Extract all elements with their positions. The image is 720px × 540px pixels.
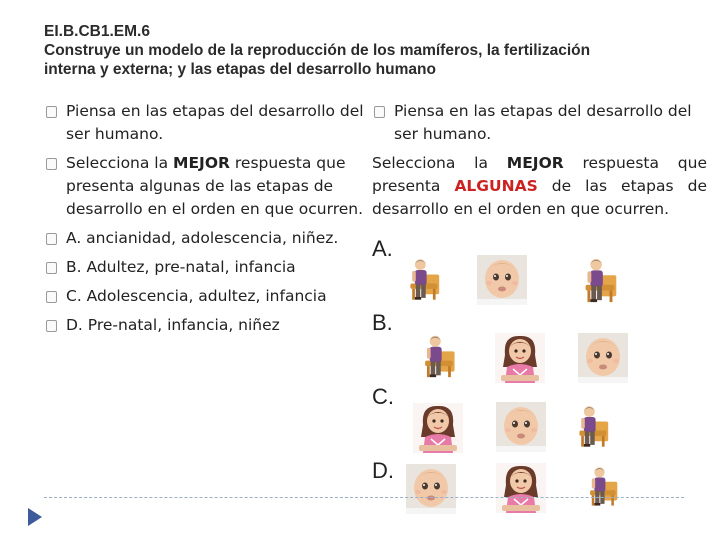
title-line-3: interna y externa; y las etapas del desarrollo humano <box>44 61 436 78</box>
picture-option-c-label: C. <box>372 384 394 409</box>
baby-image[interactable] <box>492 402 550 452</box>
picture-option-b-label: B. <box>372 310 393 335</box>
option-b[interactable]: B. Adultez, pre-natal, infancia <box>44 256 364 279</box>
bullet-box-icon <box>374 106 385 118</box>
baby-image[interactable] <box>403 464 459 514</box>
right-bullet-instruction: Piensa en las etapas del desarrollo del ser humano. <box>372 100 707 146</box>
bullet-box-icon <box>46 233 57 245</box>
bullet-box-icon <box>46 158 57 170</box>
right-select-instruction: Selecciona la MEJOR respuesta que presenta ALGUNAS de las etapas de desarrollo en el orden en que ocurren. <box>372 154 707 218</box>
baby-image[interactable] <box>473 255 531 305</box>
bullet-box-icon <box>46 291 57 303</box>
girl-image[interactable] <box>412 403 464 453</box>
elderly-woman-image[interactable] <box>575 256 623 304</box>
left-column <box>44 100 364 343</box>
bullet-box-icon <box>46 320 57 332</box>
slide-title <box>44 22 694 79</box>
emphasis-mejor: MEJOR <box>173 154 230 172</box>
title-code: EI.B.CB1.EM.6 <box>44 23 150 40</box>
elderly-woman-image[interactable] <box>585 462 619 510</box>
girl-image[interactable] <box>494 463 548 513</box>
left-bullet-select: Selecciona la MEJOR respuesta que presenta algunas de las etapas de desarrollo en el orden en que ocurren. <box>44 152 364 221</box>
next-slide-arrow-icon[interactable] <box>28 508 42 526</box>
emphasis-algunas: ALGUNAS <box>454 177 538 195</box>
option-d[interactable]: D. Pre-natal, infancia, niñez <box>44 314 364 337</box>
title-line-2: Construye un modelo de la reproducción de los mamíferos, la fertilización <box>44 42 591 59</box>
picture-option-d-label: D. <box>372 458 394 483</box>
right-column <box>372 100 707 221</box>
elderly-woman-image[interactable] <box>405 256 441 302</box>
baby-image[interactable] <box>574 333 632 383</box>
emphasis-mejor: MEJOR <box>506 154 564 172</box>
option-a[interactable]: A. ancianidad, adolescencia, niñez. <box>44 227 364 250</box>
option-c[interactable]: C. Adolescencia, adultez, infancia <box>44 285 364 308</box>
footer-divider <box>44 497 684 498</box>
elderly-woman-image[interactable] <box>414 333 462 379</box>
bullet-box-icon <box>46 106 57 118</box>
picture-option-a-label: A. <box>372 236 393 261</box>
left-bullet-instruction: Piensa en las etapas del desarrollo del ser humano. <box>44 100 364 146</box>
girl-image[interactable] <box>495 333 545 383</box>
bullet-box-icon <box>46 262 57 274</box>
elderly-woman-image[interactable] <box>574 403 610 449</box>
